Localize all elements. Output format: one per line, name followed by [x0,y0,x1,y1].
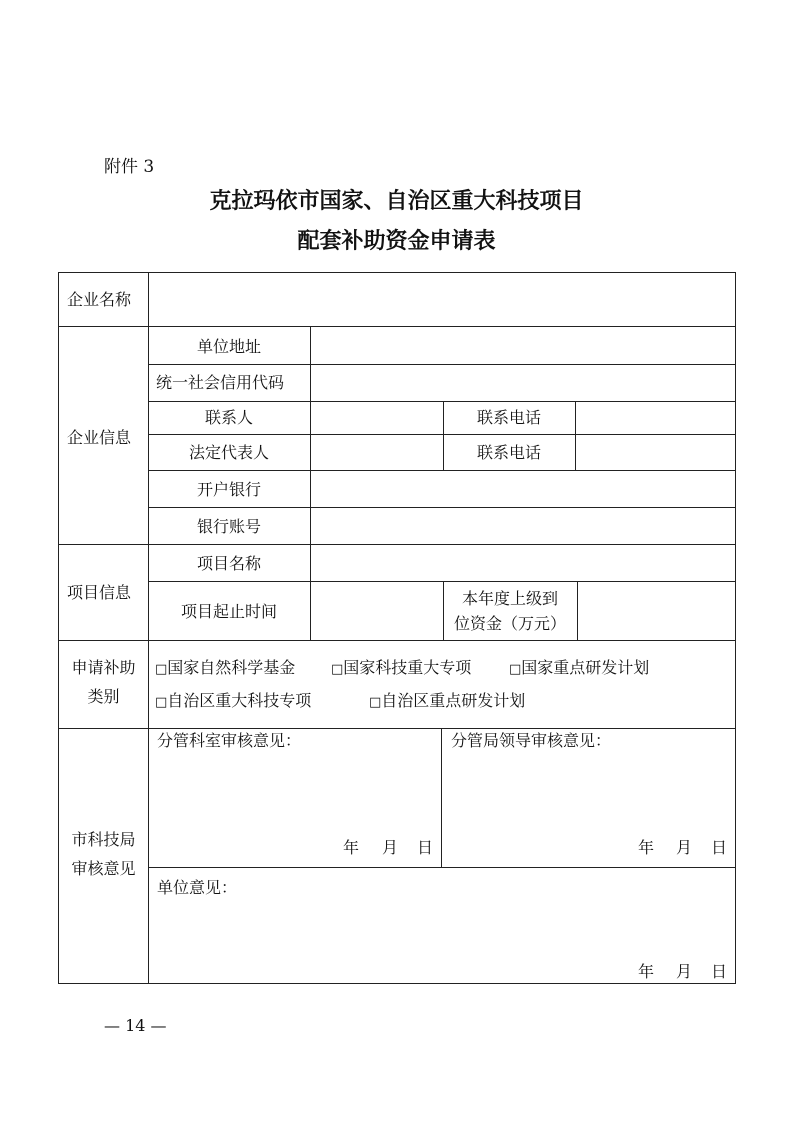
bank-field[interactable] [315,474,729,503]
page-number: — 14 — [104,1016,167,1035]
subsidy-label-line2: 类别 [87,687,120,706]
unit-opinion-label: 单位意见： [157,878,238,897]
credit-code-label: 统一社会信用代码 [156,373,285,392]
row-divider [59,326,735,327]
review-label-line2: 审核意见 [71,859,136,878]
subsidy-label-line1: 申请补助 [71,658,136,677]
dept-date-month: 月 [382,838,399,857]
company-info-label: 企业信息 [67,428,132,447]
application-form-table [58,272,736,984]
legal-rep-phone-field[interactable] [579,438,729,466]
leader-date-year: 年 [638,838,655,857]
unit-date-year: 年 [638,962,655,981]
funds-label-line2: 位资金（万元） [453,614,566,633]
row-divider [148,867,735,868]
column-divider [441,728,442,867]
contact-label: 联系人 [204,408,253,427]
form-title-line1: 克拉玛依市国家、自治区重大科技项目 [209,188,584,214]
row-divider [59,640,735,641]
account-label: 银行账号 [196,517,261,536]
row-divider [148,581,735,582]
option-national-key-rd[interactable]: □国家重点研发计划 [509,658,650,677]
unit-date-month: 月 [676,962,693,981]
project-info-label: 项目信息 [67,583,132,602]
funds-label-line1: 本年度上级到 [461,589,558,608]
column-divider [148,273,149,983]
dept-opinion-label: 分管科室审核意见： [157,731,302,750]
column-divider [577,581,578,640]
option-national-science-fund[interactable]: □国家自然科学基金 [155,658,296,677]
credit-code-field[interactable] [315,369,729,397]
contact-field[interactable] [315,405,439,431]
row-divider [148,364,735,365]
legal-rep-phone-label: 联系电话 [476,443,541,462]
attachment-label: 附件 3 [104,157,155,177]
option-national-major-project[interactable]: □国家科技重大专项 [331,658,472,677]
row-divider [59,728,735,729]
checkbox-icon[interactable]: □ [155,695,168,710]
review-label-line1: 市科技局 [71,830,136,849]
column-divider [310,544,311,640]
checkbox-icon[interactable]: □ [331,662,344,677]
column-divider [575,401,576,470]
address-field[interactable] [315,331,729,359]
row-divider [148,470,735,471]
row-divider [148,507,735,508]
contact-phone-field[interactable] [579,405,729,431]
column-divider [310,326,311,544]
funds-field[interactable] [581,585,729,636]
option-region-key-rd[interactable]: □自治区重点研发计划 [369,691,526,710]
option-region-major-project[interactable]: □自治区重大科技专项 [155,691,312,710]
dept-date-year: 年 [343,838,360,857]
project-period-field[interactable] [315,585,439,636]
leader-date-day: 日 [711,838,728,857]
contact-phone-label: 联系电话 [476,408,541,427]
unit-date-day: 日 [711,962,728,981]
form-title-line2: 配套补助资金申请表 [297,228,496,254]
project-name-field[interactable] [315,548,729,577]
row-divider [59,544,735,545]
checkbox-icon[interactable]: □ [509,662,522,677]
leader-date-month: 月 [676,838,693,857]
leader-opinion-field[interactable] [447,758,729,828]
row-divider [148,434,735,435]
dept-date-day: 日 [417,838,434,857]
legal-rep-field[interactable] [315,438,439,466]
address-label: 单位地址 [196,337,261,356]
checkbox-icon[interactable]: □ [155,662,168,677]
company-name-label: 企业名称 [67,290,132,309]
row-divider [148,401,735,402]
unit-opinion-field[interactable] [153,903,729,955]
legal-rep-label: 法定代表人 [188,443,269,462]
bank-label: 开户银行 [196,480,261,499]
project-period-label: 项目起止时间 [180,602,277,621]
leader-opinion-label: 分管局领导审核意见： [451,731,612,750]
project-name-label: 项目名称 [196,554,261,573]
dept-opinion-field[interactable] [153,758,437,828]
company-name-field[interactable] [154,279,729,321]
account-field[interactable] [315,511,729,540]
checkbox-icon[interactable]: □ [369,695,382,710]
